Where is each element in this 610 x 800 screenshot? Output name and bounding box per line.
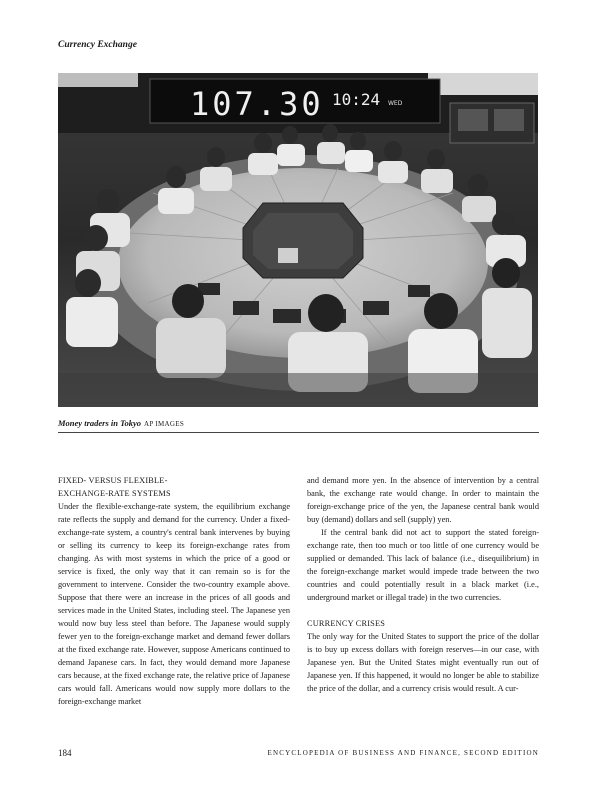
board-time-display: 10:24 — [332, 90, 381, 109]
right-column — [307, 474, 539, 695]
trading-room-photo — [58, 73, 538, 407]
page-number: 184 — [58, 748, 72, 758]
running-head: Currency Exchange — [58, 40, 137, 50]
section-heading-fixed-vs-flexible-line2: EXCHANGE-RATE SYSTEMS — [58, 489, 171, 498]
section-heading-fixed-vs-flexible-line1: FIXED- VERSUS FLEXIBLE- — [58, 476, 168, 485]
caption-credit: AP IMAGES — [144, 420, 185, 428]
book-title: ENCYCLOPEDIA OF BUSINESS AND FINANCE, SECOND EDITION — [267, 749, 539, 757]
section1-paragraph2: If the central bank did not act to support the stated foreign-exchange rate, then too much or too little of one currency would be supplied or demanded. This lack of balance (i.e., disequilibrium) in the foreign-exchange market would impede trade between the two countries and could potentially result in a black market (i.e., underground market or illegal trade) in the two currencies. — [307, 528, 539, 602]
section1-body: Under the flexible-exchange-rate system, the equilibrium exchange rate reflects the supply and demand for the currency. Under a fixed-exchange-rate system, a country's central bank intervenes by buying or selling its currency to keep its foreign-exchange rates from changing. As with most systems in which the price of a good or service is fixed, the only way that it can remain so is for the government to intervene. Consider the two-country example above. Suppose that there were an increase in the prices of all goods and services made in the United States, including steel. The Japanese yen would now buy less steel than before. The Japanese would supply fewer yen to the foreign-exchange market and demand fewer dollars at the fixed exchange rate. However, suppose Americans continued to demand Japanese cars. In fact, they would demand more Japanese cars because, at the fixed exchange rate, the relative price of Japanese cars would fall. Americans would now supply more dollars to the foreign-exchange market — [58, 502, 290, 706]
section2-body: The only way for the United States to support the price of the dollar is to buy up excess dollars with foreign reserves—in our case, with Japanese yen. But the United States might eventually run out of Japanese yen. If this happened, it would no longer be able to stabilize the price of the dollar, and a currency crisis would result. A cur- — [307, 632, 539, 693]
board-day-display: WED — [388, 100, 403, 107]
caption-text: Money traders in Tokyo — [58, 418, 142, 428]
section1-continuation: and demand more yen. In the absence of intervention by a central bank, the exchange rate would change. In order to maintain the foreign-exchange price of the yen, the Japanese central bank would buy (demand) dollars and sell (supply) yen. — [307, 476, 539, 524]
board-rate-display: 107.30 — [190, 85, 324, 123]
photo-caption — [58, 418, 184, 428]
caption-rule — [58, 432, 539, 433]
left-column — [58, 474, 290, 708]
section-heading-currency-crises: CURRENCY CRISES — [307, 619, 386, 628]
